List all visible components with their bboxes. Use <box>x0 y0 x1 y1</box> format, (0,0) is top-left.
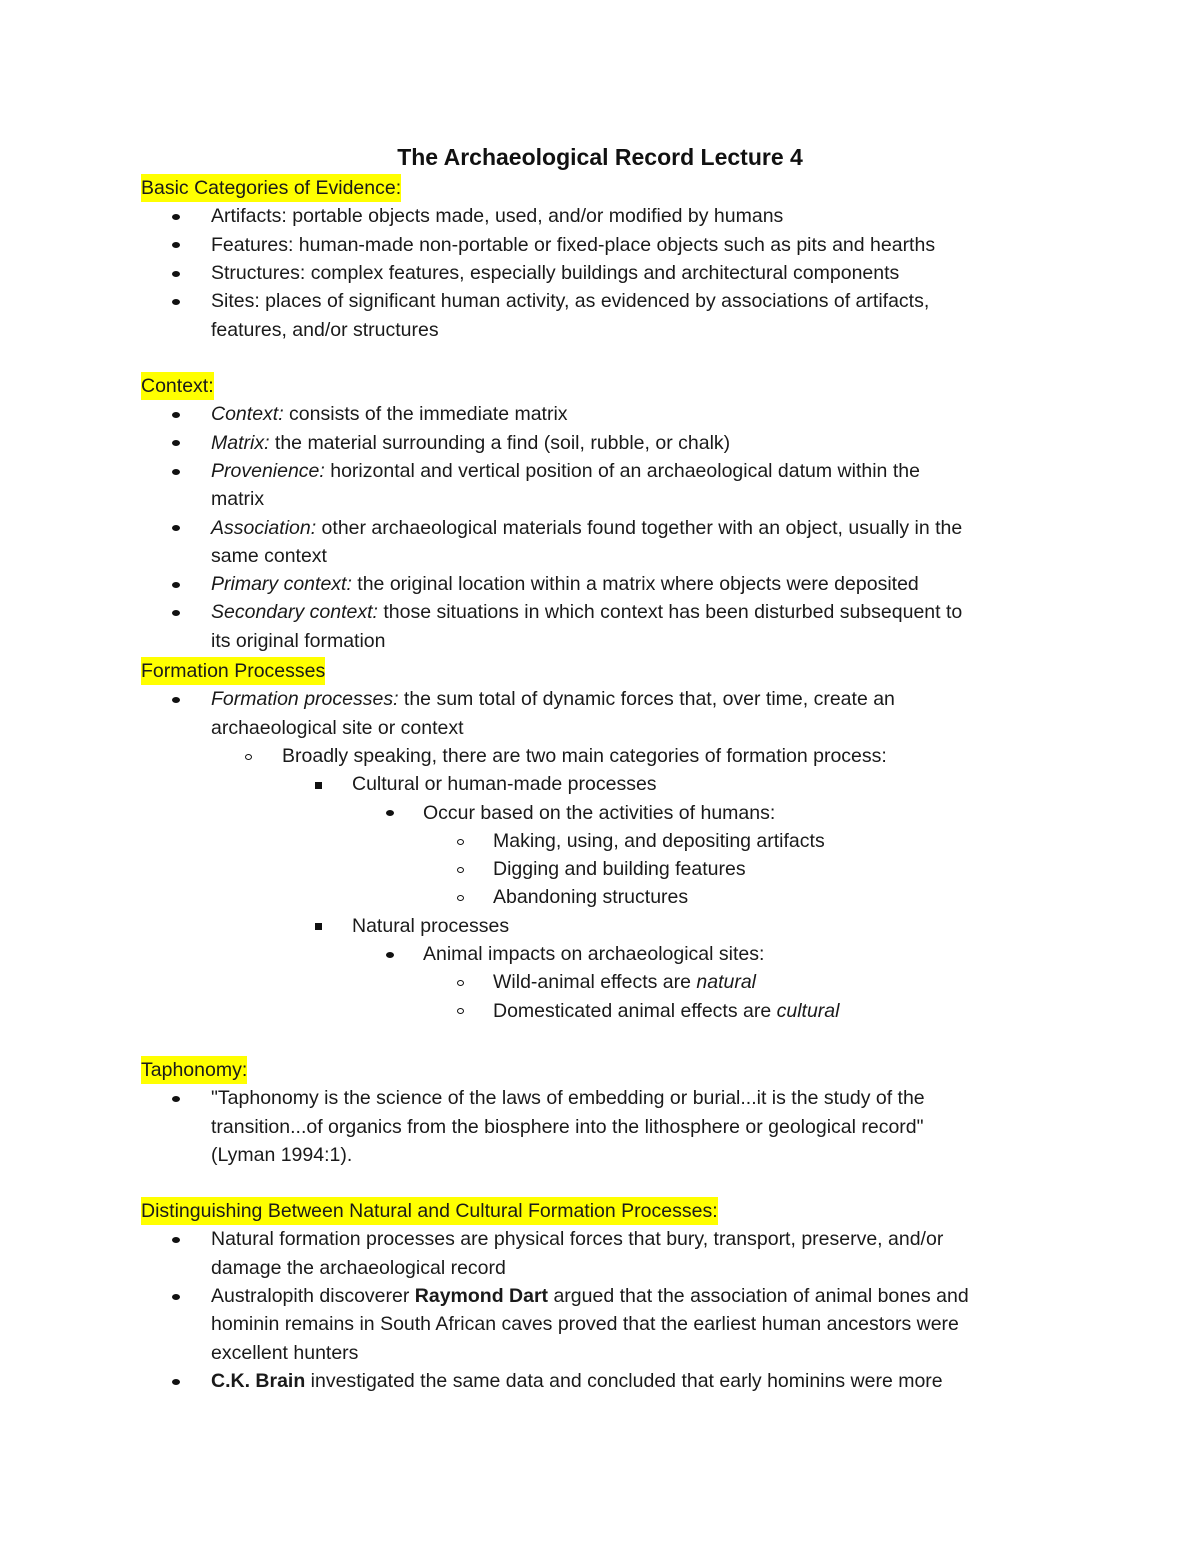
line-text: those situations in which context has been disturbed subsequent to <box>377 601 963 624</box>
bullet-icon <box>383 940 397 968</box>
term: Matrix: <box>211 431 270 454</box>
list-item-text <box>211 316 439 344</box>
line-text: Digging and building features <box>493 858 746 881</box>
line-text: argued that the association of animal bones and <box>548 1284 969 1307</box>
list-item-text <box>211 570 919 598</box>
person-name: C.K. Brain <box>211 1369 306 1392</box>
list-item-text <box>211 429 730 457</box>
bullet-icon <box>241 742 255 770</box>
bullet-icon <box>169 202 183 230</box>
list-item-text <box>211 231 935 259</box>
line-text: Broadly speaking, there are two main categories of formation process: <box>282 744 887 767</box>
bullet-icon <box>453 855 467 883</box>
bullet-icon <box>169 400 183 428</box>
list-item-text <box>211 457 920 485</box>
emphasis: cultural <box>776 999 840 1022</box>
list-item-text <box>211 1084 925 1112</box>
list-item-text <box>493 855 746 883</box>
bullet-icon <box>383 799 397 827</box>
line-text: Natural processes <box>352 914 510 937</box>
list-item-text <box>423 940 764 968</box>
section-heading-text: Taphonomy: <box>141 1056 247 1084</box>
line-text: Abandoning structures <box>493 886 689 909</box>
section-heading-text: Formation Processes <box>141 657 325 685</box>
lead-text: Australopith discoverer <box>211 1284 415 1307</box>
bullet-icon <box>453 827 467 855</box>
list-item-text <box>211 714 464 742</box>
list-item-text <box>211 598 962 626</box>
bullet-icon <box>169 231 183 259</box>
list-item-text <box>423 799 775 827</box>
list-item-text <box>352 770 657 798</box>
list-item-text <box>211 1282 969 1310</box>
section-heading-text: Basic Categories of Evidence: <box>141 174 401 202</box>
line-text: horizontal and vertical position of an archaeological datum within the <box>324 459 920 482</box>
line-text: Features: human-made non-portable or fixed-place objects such as pits and hearths <box>211 233 936 256</box>
line-text: matrix <box>211 488 265 511</box>
list-item-text <box>211 514 962 542</box>
line-text: Structures: complex features, especially buildings and architectural components <box>211 261 900 284</box>
bullet-icon <box>169 259 183 287</box>
bullet-icon <box>311 912 325 940</box>
term: Context: <box>211 403 284 426</box>
list-item-text <box>211 1310 959 1338</box>
list-item-text <box>211 287 929 315</box>
list-item-text <box>211 1225 943 1253</box>
bullet-icon <box>453 997 467 1025</box>
line-text: Making, using, and depositing artifacts <box>493 829 825 852</box>
line-text: its original formation <box>211 629 386 652</box>
list-item-text <box>493 997 839 1025</box>
line-text: Natural formation processes are physical forces that bury, transport, preserve, and/or <box>211 1228 944 1251</box>
list-item-text <box>211 1113 924 1141</box>
emphasis: natural <box>696 971 757 994</box>
bullet-icon <box>169 1084 183 1112</box>
list-item-text <box>211 1339 358 1367</box>
document-title: The Archaeological Record Lecture 4 <box>397 144 803 170</box>
list-item-text <box>211 400 568 428</box>
term: Primary context: <box>211 573 352 596</box>
bullet-icon <box>169 570 183 598</box>
bullet-icon <box>169 685 183 713</box>
list-item-text <box>493 827 825 855</box>
list-item-text <box>493 968 756 996</box>
bullet-icon <box>169 598 183 626</box>
line-text: "Taphonomy is the science of the laws of embedding or burial...it is the study of the <box>211 1087 925 1110</box>
section-heading-text: Distinguishing Between Natural and Cultural Formation Processes: <box>141 1197 718 1225</box>
bullet-icon <box>169 1282 183 1310</box>
bullet-icon <box>169 457 183 485</box>
line-text: other archaeological materials found together with an object, usually in the <box>316 516 963 539</box>
line-text: features, and/or structures <box>211 318 439 341</box>
bullet-icon <box>169 287 183 315</box>
line-text: damage the archaeological record <box>211 1256 506 1279</box>
line-text: hominin remains in South African caves proved that the earliest human ancestors were <box>211 1313 959 1336</box>
line-text: transition...of organics from the biosphere into the lithosphere or geological record" <box>211 1115 924 1138</box>
line-text: investigated the same data and concluded that early hominins were more <box>305 1369 943 1392</box>
list-item-text <box>493 883 688 911</box>
bullet-icon <box>169 514 183 542</box>
line-text: the material surrounding a find (soil, rubble, or chalk) <box>269 431 731 454</box>
list-item-text <box>211 685 895 713</box>
line-text: Domesticated animal effects are <box>493 999 777 1022</box>
line-text: the original location within a matrix where objects were deposited <box>351 573 919 596</box>
line-text: Cultural or human-made processes <box>352 773 657 796</box>
list-item-text <box>211 259 899 287</box>
term: Formation processes: <box>211 688 399 711</box>
bullet-icon <box>453 883 467 911</box>
line-text: archaeological site or context <box>211 716 464 739</box>
section-heading-text: Context: <box>141 372 214 400</box>
term: Provenience: <box>211 459 325 482</box>
term: Secondary context: <box>211 601 378 624</box>
line-text: excellent hunters <box>211 1341 359 1364</box>
list-item-text <box>211 202 783 230</box>
line-text: Artifacts: portable objects made, used, and/or modified by humans <box>211 205 784 228</box>
bullet-icon <box>169 1367 183 1395</box>
line-text: consists of the immediate matrix <box>283 403 568 426</box>
line-text: Sites: places of significant human activity, as evidenced by associations of artifacts, <box>211 290 930 313</box>
term: Association: <box>211 516 317 539</box>
list-item-text <box>211 1367 943 1395</box>
list-item-text <box>211 627 386 655</box>
bullet-icon <box>169 1225 183 1253</box>
line-text: (Lyman 1994:1). <box>211 1143 353 1166</box>
line-text: the sum total of dynamic forces that, over time, create an <box>398 688 895 711</box>
list-item-text <box>211 1254 506 1282</box>
list-item-text <box>211 542 327 570</box>
list-item-text <box>282 742 887 770</box>
list-item-text <box>211 1141 352 1169</box>
list-item-text <box>211 485 264 513</box>
person-name: Raymond Dart <box>414 1284 549 1307</box>
bullet-icon <box>453 968 467 996</box>
bullet-icon <box>169 429 183 457</box>
list-item-text <box>352 912 509 940</box>
line-text: same context <box>211 544 327 567</box>
line-text: Occur based on the activities of humans: <box>423 801 776 824</box>
bullet-icon <box>311 770 325 798</box>
line-text: Animal impacts on archaeological sites: <box>423 943 765 965</box>
line-text: Wild-animal effects are <box>493 971 697 994</box>
